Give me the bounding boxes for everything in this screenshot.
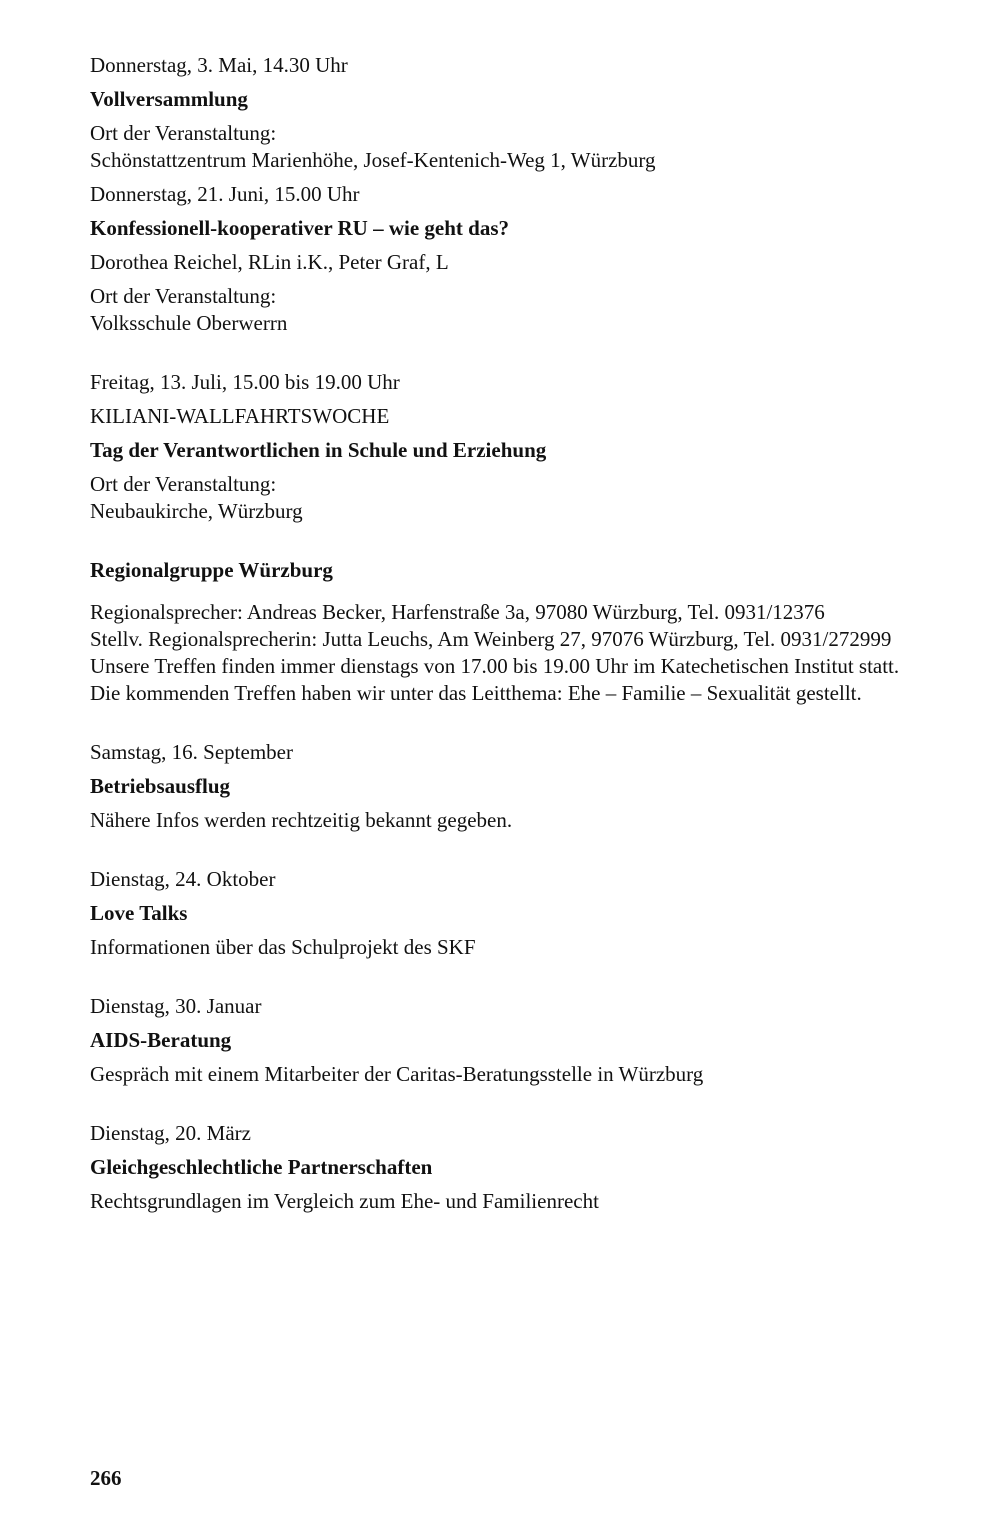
event-location: Neubaukirche, Würzburg [90,499,303,523]
event-konfessionell [90,181,958,337]
event-title: Love Talks [90,901,188,925]
regional-speaker: Regionalsprecher: Andreas Becker, Harfenstraße 3a, 97080 Würzburg, Tel. 0931/12376 [90,600,825,624]
event-location-label: Ort der Veranstaltung: [90,472,277,496]
event-vollversammlung [90,52,958,174]
page-content [90,52,958,1215]
event-date: Dienstag, 24. Oktober [90,867,276,891]
regional-theme: Die kommenden Treffen haben wir unter das Leitthema: Ehe – Familie – Sexualität gestellt. [90,681,862,705]
event-date: Donnerstag, 3. Mai, 14.30 Uhr [90,53,348,77]
event-aids-beratung [90,993,958,1088]
event-title: Gleichgeschlechtliche Partnerschaften [90,1155,433,1179]
event-date: Dienstag, 30. Januar [90,994,262,1018]
event-kiliani [90,369,958,525]
regional-group [90,557,958,707]
event-title: Betriebsausflug [90,774,231,798]
page-number: 266 [90,1466,122,1490]
event-date: Samstag, 16. September [90,740,293,764]
event-partnerschaften [90,1120,958,1215]
event-title: Konfessionell-kooperativer RU – wie geht das? [90,216,510,240]
event-location: Schönstattzentrum Marienhöhe, Josef-Kentenich-Weg 1, Würzburg [90,148,656,172]
event-description: Gespräch mit einem Mitarbeiter der Caritas-Beratungsstelle in Würzburg [90,1062,704,1086]
event-date: Dienstag, 20. März [90,1121,251,1145]
regional-meetings: Unsere Treffen finden immer dienstags von 17.00 bis 19.00 Uhr im Katechetischen Institut statt. [90,654,900,678]
event-description: Rechtsgrundlagen im Vergleich zum Ehe- und Familienrecht [90,1189,599,1213]
event-date: Freitag, 13. Juli, 15.00 bis 19.00 Uhr [90,370,400,394]
event-location-label: Ort der Veranstaltung: [90,121,277,145]
event-description: Nähere Infos werden rechtzeitig bekannt gegeben. [90,808,513,832]
event-speakers: Dorothea Reichel, RLin i.K., Peter Graf, L [90,250,449,274]
regional-deputy: Stellv. Regionalsprecherin: Jutta Leuchs, Am Weinberg 27, 97076 Würzburg, Tel. 0931/272999 [90,627,892,651]
regional-heading: Regionalgruppe Würzburg [90,558,333,582]
event-location-label: Ort der Veranstaltung: [90,284,277,308]
event-title: AIDS-Beratung [90,1028,232,1052]
event-title: Tag der Verantwortlichen in Schule und Erziehung [90,438,547,462]
event-location: Volksschule Oberwerrn [90,311,288,335]
event-date: Donnerstag, 21. Juni, 15.00 Uhr [90,182,360,206]
event-title: Vollversammlung [90,87,248,111]
event-subtitle: KILIANI-WALLFAHRTSWOCHE [90,404,390,428]
event-betriebsausflug [90,739,958,834]
event-love-talks [90,866,958,961]
event-description: Informationen über das Schulprojekt des SKF [90,935,476,959]
